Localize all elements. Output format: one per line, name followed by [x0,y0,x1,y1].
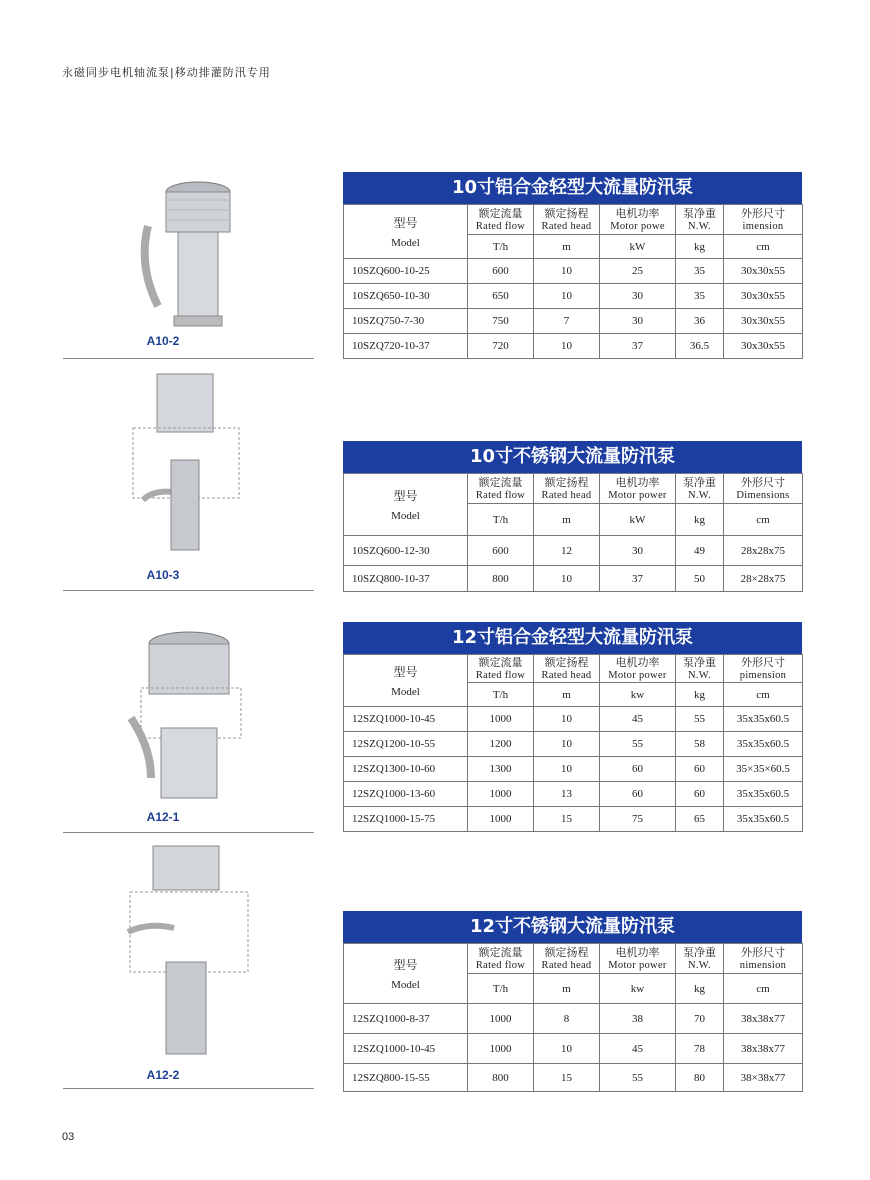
product-photo-a10-3 [63,366,314,591]
table-cell: 12 [534,536,600,566]
header-label: Rated flow [475,220,526,232]
table-cell: 35 [676,259,724,284]
table-cell: 1000 [468,1004,534,1034]
table-cell: 65 [676,807,724,832]
table-cell: 35x35x60.5 [724,782,803,807]
unit-cell: T/h [468,504,534,536]
table-cell: 30 [600,284,676,309]
header-label: 外形尺寸 [741,655,785,669]
header-label: 泵净重 [683,945,716,959]
model-header [344,655,468,707]
table-cell: 10 [534,566,600,592]
table-row [344,707,803,732]
unit-cell: T/h [468,235,534,259]
table-cell: 55 [600,732,676,757]
table-cell: 28x28x75 [724,536,803,566]
header-label: N.W. [688,959,711,971]
header-label: Rated head [541,220,592,232]
header-label: 型号 [393,489,418,503]
table-row [344,757,803,782]
header-label: Rated head [541,959,592,971]
unit-cell: kg [676,235,724,259]
table-cell: 38×38x77 [724,1064,803,1092]
table-cell: 12SZQ1300-10-60 [344,757,468,782]
table-cell: 1000 [468,1034,534,1064]
unit-cell: kg [676,974,724,1004]
header-label: Rated flow [475,669,526,681]
table-cell: 13 [534,782,600,807]
dim-header [724,944,803,974]
spec-table-a10-2 [343,172,802,359]
header-label: 型号 [393,665,418,679]
power-header [600,474,676,504]
header-label: Rated flow [475,959,526,971]
table-cell: 720 [468,334,534,359]
power-header [600,944,676,974]
nw-header [676,944,724,974]
table-cell: 10 [534,1034,600,1064]
table-cell: 10SZQ720-10-37 [344,334,468,359]
table-cell: 15 [534,1064,600,1092]
table-cell: 10 [534,284,600,309]
table-cell: 80 [676,1064,724,1092]
table-row [344,536,803,566]
power-header [600,205,676,235]
pump-image [121,628,251,808]
header-label: 电机功率 [615,206,660,220]
product-photo-a12-1 [63,624,314,833]
flow-header [468,474,534,504]
table-cell: 45 [600,1034,676,1064]
product-code: A10-3 [146,568,180,582]
spec-table-a12-1 [343,622,802,832]
table-row [344,1004,803,1034]
table-cell: 8 [534,1004,600,1034]
table-cell: 15 [534,807,600,832]
table-cell: 800 [468,566,534,592]
header-label: Motor power [608,959,667,971]
table-cell: 12SZQ1000-10-45 [344,707,468,732]
header-label: Rated flow [475,489,526,501]
product-photo-a10-2 [63,170,314,359]
header-label: 额定扬程 [544,655,589,669]
unit-cell: m [534,235,600,259]
table-cell: 1200 [468,732,534,757]
unit-cell: cm [724,235,803,259]
table-cell: 600 [468,259,534,284]
unit-cell: kW [600,504,676,536]
header-label: 泵净重 [683,655,716,669]
table-title: 12寸不锈钢大流量防汛泵 [343,911,802,943]
product-code: A10-2 [146,334,180,348]
table-row [344,782,803,807]
table-cell: 78 [676,1034,724,1064]
flow-header [468,205,534,235]
table-cell: 75 [600,807,676,832]
table-cell: 37 [600,566,676,592]
header-label: 额定流量 [478,945,523,959]
table-row [344,309,803,334]
flow-header [468,944,534,974]
table-cell: 50 [676,566,724,592]
table-cell: 12SZQ1000-10-45 [344,1034,468,1064]
table-cell: 55 [600,1064,676,1092]
table-cell: 12SZQ1200-10-55 [344,732,468,757]
unit-cell: m [534,504,600,536]
header-label: 额定流量 [478,206,523,220]
header-label: 电机功率 [615,945,660,959]
head-header [534,944,600,974]
nw-header [676,655,724,683]
model-header [344,944,468,1004]
table-cell: 35x35x60.5 [724,732,803,757]
table-cell: 38x38x77 [724,1004,803,1034]
header-label: nimension [739,959,787,971]
unit-cell: kw [600,974,676,1004]
unit-cell: cm [724,504,803,536]
table-cell: 60 [676,782,724,807]
table-row [344,732,803,757]
header-label: 额定扬程 [544,206,589,220]
header-label: Motor powe [610,220,665,232]
table-cell: 800 [468,1064,534,1092]
spec-table-a10-3 [343,441,802,592]
header-label: Rated head [541,489,592,501]
product-code: A12-2 [146,1068,180,1082]
table-row [344,807,803,832]
power-header [600,655,676,683]
table-cell: 1300 [468,757,534,782]
head-header [534,205,600,235]
table-cell: 60 [600,782,676,807]
table-cell: 30x30x55 [724,284,803,309]
unit-cell: kw [600,683,676,707]
nw-header [676,205,724,235]
table-cell: 60 [676,757,724,782]
unit-cell: cm [724,683,803,707]
table-cell: 55 [676,707,724,732]
spec-table-a12-2 [343,911,802,1092]
header-label: Model [391,686,420,698]
table-cell: 1000 [468,707,534,732]
table-cell: 10 [534,334,600,359]
table-row [344,259,803,284]
table-cell: 10SZQ650-10-30 [344,284,468,309]
header-label: Model [391,237,420,249]
header-label: 外形尺寸 [741,206,785,220]
header-label: 电机功率 [615,475,660,489]
product-photo-a12-2 [63,840,314,1089]
table-cell: 25 [600,259,676,284]
header-label: 额定扬程 [544,475,589,489]
unit-cell: kg [676,683,724,707]
header-label: Motor power [608,489,667,501]
table-cell: 58 [676,732,724,757]
table-cell: 10SZQ600-10-25 [344,259,468,284]
table-row [344,566,803,592]
table-cell: 35×35×60.5 [724,757,803,782]
table-row [344,284,803,309]
table-cell: 28×28x75 [724,566,803,592]
header-label: pimension [739,669,787,681]
table-cell: 38x38x77 [724,1034,803,1064]
dim-header [724,474,803,504]
dim-header [724,655,803,683]
table-cell: 30x30x55 [724,259,803,284]
header-label: 额定扬程 [544,945,589,959]
table-cell: 35x35x60.5 [724,807,803,832]
head-header [534,474,600,504]
table-cell: 30 [600,309,676,334]
unit-cell: cm [724,974,803,1004]
header-label: imension [742,220,784,232]
header-label: N.W. [688,220,711,232]
table-cell: 12SZQ1000-13-60 [344,782,468,807]
page-number: 03 [62,1131,75,1143]
header-label: 型号 [393,958,418,972]
table-cell: 7 [534,309,600,334]
header-label: 泵净重 [683,206,716,220]
header-label: 外形尺寸 [741,475,785,489]
table-cell: 36.5 [676,334,724,359]
model-header [344,205,468,259]
table-title: 10寸不锈钢大流量防汛泵 [343,441,802,473]
table-cell: 10SZQ750-7-30 [344,309,468,334]
table-cell: 35 [676,284,724,309]
table-cell: 10 [534,757,600,782]
table-cell: 600 [468,536,534,566]
table-cell: 750 [468,309,534,334]
header-label: N.W. [688,489,711,501]
header-label: Dimensions [736,489,790,501]
table-cell: 10SZQ800-10-37 [344,566,468,592]
pump-image [123,370,253,560]
unit-cell: T/h [468,974,534,1004]
dim-header [724,205,803,235]
pump-image [128,176,258,336]
table-cell: 1000 [468,807,534,832]
table-cell: 36 [676,309,724,334]
table-cell: 12SZQ800-15-55 [344,1064,468,1092]
product-code: A12-1 [146,810,180,824]
table-cell: 650 [468,284,534,309]
header-label: Motor power [608,669,667,681]
table-cell: 37 [600,334,676,359]
nw-header [676,474,724,504]
table-cell: 1000 [468,782,534,807]
header-label: 型号 [393,216,418,230]
table-title: 12寸铝合金轻型大流量防汛泵 [343,622,802,654]
unit-cell: m [534,683,600,707]
table-cell: 70 [676,1004,724,1034]
header-label: 额定流量 [478,655,523,669]
table-cell: 45 [600,707,676,732]
unit-cell: m [534,974,600,1004]
table-title: 10寸铝合金轻型大流量防汛泵 [343,172,802,204]
header-label: N.W. [688,669,711,681]
table-cell: 10 [534,732,600,757]
table-row [344,1064,803,1092]
header-label: 额定流量 [478,475,523,489]
header-label: 外形尺寸 [741,945,785,959]
table-cell: 35x35x60.5 [724,707,803,732]
unit-cell: kg [676,504,724,536]
table-cell: 38 [600,1004,676,1034]
table-row [344,1034,803,1064]
page-header: 永磁同步电机轴流泵|移动排灌防汛专用 [62,66,271,79]
table-cell: 30 [600,536,676,566]
table-cell: 30x30x55 [724,309,803,334]
header-label: Model [391,510,420,522]
table-row [344,334,803,359]
table-cell: 49 [676,536,724,566]
table-cell: 30x30x55 [724,334,803,359]
header-label: 电机功率 [615,655,660,669]
table-cell: 10SZQ600-12-30 [344,536,468,566]
pump-image [118,842,258,1062]
unit-cell: T/h [468,683,534,707]
table-cell: 10 [534,259,600,284]
flow-header [468,655,534,683]
table-cell: 12SZQ1000-15-75 [344,807,468,832]
table-cell: 12SZQ1000-8-37 [344,1004,468,1034]
header-label: 泵净重 [683,475,716,489]
unit-cell: kW [600,235,676,259]
table-cell: 10 [534,707,600,732]
table-cell: 60 [600,757,676,782]
model-header [344,474,468,536]
header-label: Model [391,979,420,991]
head-header [534,655,600,683]
header-label: Rated head [541,669,592,681]
